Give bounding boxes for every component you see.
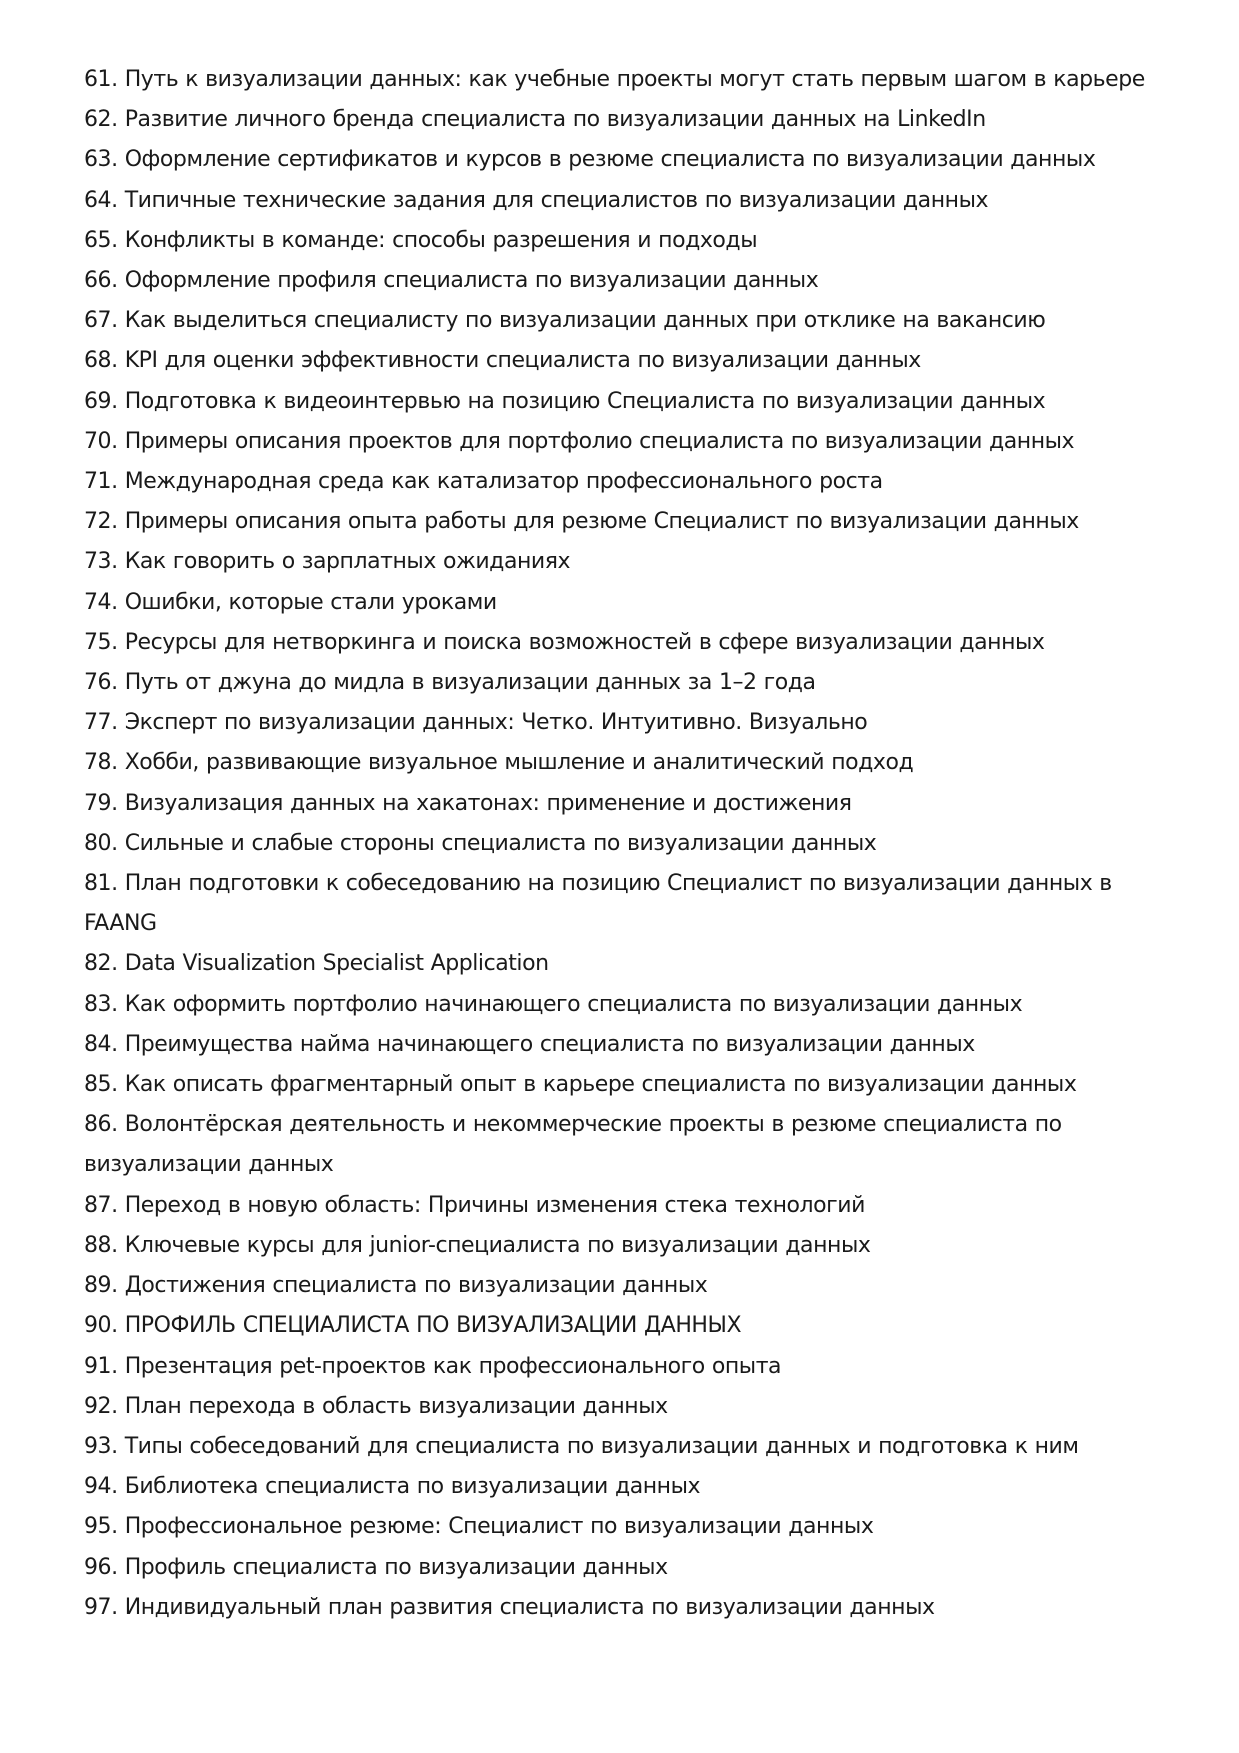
item-number: 71. xyxy=(84,469,118,495)
item-number: 95. xyxy=(84,1514,118,1540)
list-item xyxy=(84,1467,1164,1507)
list-item xyxy=(84,100,1164,140)
item-number: 97. xyxy=(84,1594,118,1620)
list-item xyxy=(84,221,1164,261)
list-item xyxy=(84,743,1164,783)
item-number: 74. xyxy=(84,589,118,615)
list-item xyxy=(84,1507,1164,1547)
item-number: 90. xyxy=(84,1313,118,1339)
item-text: Как выделиться специалисту по визуализации данных при отклике на вакансию xyxy=(124,308,1046,334)
list-item xyxy=(84,784,1164,824)
list-item xyxy=(84,502,1164,542)
item-number: 81. xyxy=(84,871,118,897)
list-item xyxy=(84,1226,1164,1266)
list-item xyxy=(84,1548,1164,1588)
item-number: 93. xyxy=(84,1433,118,1459)
item-text: Переход в новую область: Причины изменения стека технологий xyxy=(124,1192,865,1218)
item-number: 66. xyxy=(84,268,118,294)
item-text: Оформление профиля специалиста по визуализации данных xyxy=(124,268,819,294)
list-item xyxy=(84,1588,1164,1628)
item-number: 91. xyxy=(84,1353,118,1379)
item-text: Хобби, развивающие визуальное мышление и аналитический подход xyxy=(124,750,914,776)
item-text: Путь от джуна до мидла в визуализации данных за 1–2 года xyxy=(124,670,816,696)
item-number: 82. xyxy=(84,951,118,977)
item-number: 65. xyxy=(84,227,118,253)
list-item xyxy=(84,422,1164,462)
list-item xyxy=(84,1025,1164,1065)
item-text: План перехода в область визуализации данных xyxy=(124,1393,668,1419)
item-text: Типы собеседований для специалиста по визуализации данных и подготовка к ним xyxy=(124,1433,1079,1459)
item-text: Преимущества найма начинающего специалиста по визуализации данных xyxy=(124,1031,975,1057)
item-number: 88. xyxy=(84,1232,118,1258)
item-text: KPI для оценки эффективности специалиста по визуализации данных xyxy=(124,348,921,374)
item-text: Презентация pet-проектов как профессионального опыта xyxy=(124,1353,782,1379)
item-number: 86. xyxy=(84,1112,118,1138)
list-item xyxy=(84,985,1164,1025)
item-text: Международная среда как катализатор профессионального роста xyxy=(124,469,883,495)
list-item xyxy=(84,1387,1164,1427)
item-number: 83. xyxy=(84,991,118,1017)
list-item xyxy=(84,301,1164,341)
item-number: 69. xyxy=(84,388,118,414)
item-number: 78. xyxy=(84,750,118,776)
item-number: 92. xyxy=(84,1393,118,1419)
item-text: Библиотека специалиста по визуализации данных xyxy=(124,1474,701,1500)
item-number: 63. xyxy=(84,147,118,173)
item-text: План подготовки к собеседованию на позицию Специалист по визуализации данных в FAANG xyxy=(84,871,1112,937)
numbered-list xyxy=(84,60,1164,1628)
item-number: 75. xyxy=(84,629,118,655)
item-number: 87. xyxy=(84,1192,118,1218)
item-text: Как описать фрагментарный опыт в карьере специалиста по визуализации данных xyxy=(124,1072,1077,1098)
list-item xyxy=(84,944,1164,984)
item-number: 73. xyxy=(84,549,118,575)
item-number: 67. xyxy=(84,308,118,334)
item-text: Профессиональное резюме: Специалист по визуализации данных xyxy=(124,1514,874,1540)
item-text: Оформление сертификатов и курсов в резюме специалиста по визуализации данных xyxy=(124,147,1096,173)
list-item xyxy=(84,663,1164,703)
item-number: 62. xyxy=(84,107,118,133)
item-number: 72. xyxy=(84,509,118,535)
item-number: 77. xyxy=(84,710,118,736)
list-item xyxy=(84,703,1164,743)
item-text: Подготовка к видеоинтервью на позицию Специалиста по визуализации данных xyxy=(124,388,1046,414)
item-text: Достижения специалиста по визуализации данных xyxy=(124,1273,708,1299)
list-item xyxy=(84,824,1164,864)
item-text: ПРОФИЛЬ СПЕЦИАЛИСТА ПО ВИЗУАЛИЗАЦИИ ДАННЫХ xyxy=(124,1313,742,1339)
item-text: Как оформить портфолио начинающего специалиста по визуализации данных xyxy=(124,991,1023,1017)
item-text: Ресурсы для нетворкинга и поиска возможностей в сфере визуализации данных xyxy=(124,629,1045,655)
item-number: 89. xyxy=(84,1273,118,1299)
item-number: 84. xyxy=(84,1031,118,1057)
list-item xyxy=(84,1306,1164,1346)
item-number: 79. xyxy=(84,790,118,816)
list-item xyxy=(84,140,1164,180)
document-page xyxy=(84,60,1164,1628)
list-item xyxy=(84,542,1164,582)
item-text: Data Visualization Specialist Application xyxy=(124,951,549,977)
item-number: 96. xyxy=(84,1554,118,1580)
item-number: 61. xyxy=(84,67,118,92)
list-item xyxy=(84,261,1164,301)
item-text: Профиль специалиста по визуализации данных xyxy=(124,1554,668,1580)
item-number: 80. xyxy=(84,830,118,856)
item-text: Типичные технические задания для специалистов по визуализации данных xyxy=(124,187,989,213)
list-item xyxy=(84,864,1164,944)
item-number: 70. xyxy=(84,428,118,454)
item-text: Как говорить о зарплатных ожиданиях xyxy=(124,549,571,575)
item-text: Индивидуальный план развития специалиста по визуализации данных xyxy=(124,1594,935,1620)
item-text: Примеры описания опыта работы для резюме Специалист по визуализации данных xyxy=(124,509,1079,535)
item-number: 76. xyxy=(84,670,118,696)
list-item xyxy=(84,181,1164,221)
list-item xyxy=(84,341,1164,381)
list-item xyxy=(84,1347,1164,1387)
item-number: 85. xyxy=(84,1072,118,1098)
item-number: 64. xyxy=(84,187,118,213)
item-text: Волонтёрская деятельность и некоммерческие проекты в резюме специалиста по визуализации данных xyxy=(84,1112,1062,1178)
item-text: Ошибки, которые стали уроками xyxy=(124,589,497,615)
item-text: Сильные и слабые стороны специалиста по визуализации данных xyxy=(124,830,877,856)
list-item xyxy=(84,462,1164,502)
list-item xyxy=(84,623,1164,663)
list-item xyxy=(84,1186,1164,1226)
item-text: Визуализация данных на хакатонах: применение и достижения xyxy=(124,790,852,816)
list-item xyxy=(84,60,1164,100)
item-text: Развитие личного бренда специалиста по визуализации данных на LinkedIn xyxy=(124,107,986,133)
item-number: 94. xyxy=(84,1474,118,1500)
item-number: 68. xyxy=(84,348,118,374)
list-item xyxy=(84,583,1164,623)
list-item xyxy=(84,1105,1164,1185)
list-item xyxy=(84,1065,1164,1105)
list-item xyxy=(84,1266,1164,1306)
item-text: Ключевые курсы для junior-специалиста по визуализации данных xyxy=(124,1232,871,1258)
item-text: Примеры описания проектов для портфолио специалиста по визуализации данных xyxy=(124,428,1075,454)
item-text: Конфликты в команде: способы разрешения и подходы xyxy=(124,227,758,253)
list-item xyxy=(84,382,1164,422)
list-item xyxy=(84,1427,1164,1467)
item-text: Эксперт по визуализации данных: Четко. Интуитивно. Визуально xyxy=(124,710,868,736)
item-text: Путь к визуализации данных: как учебные проекты могут стать первым шагом в карьере xyxy=(124,67,1145,92)
